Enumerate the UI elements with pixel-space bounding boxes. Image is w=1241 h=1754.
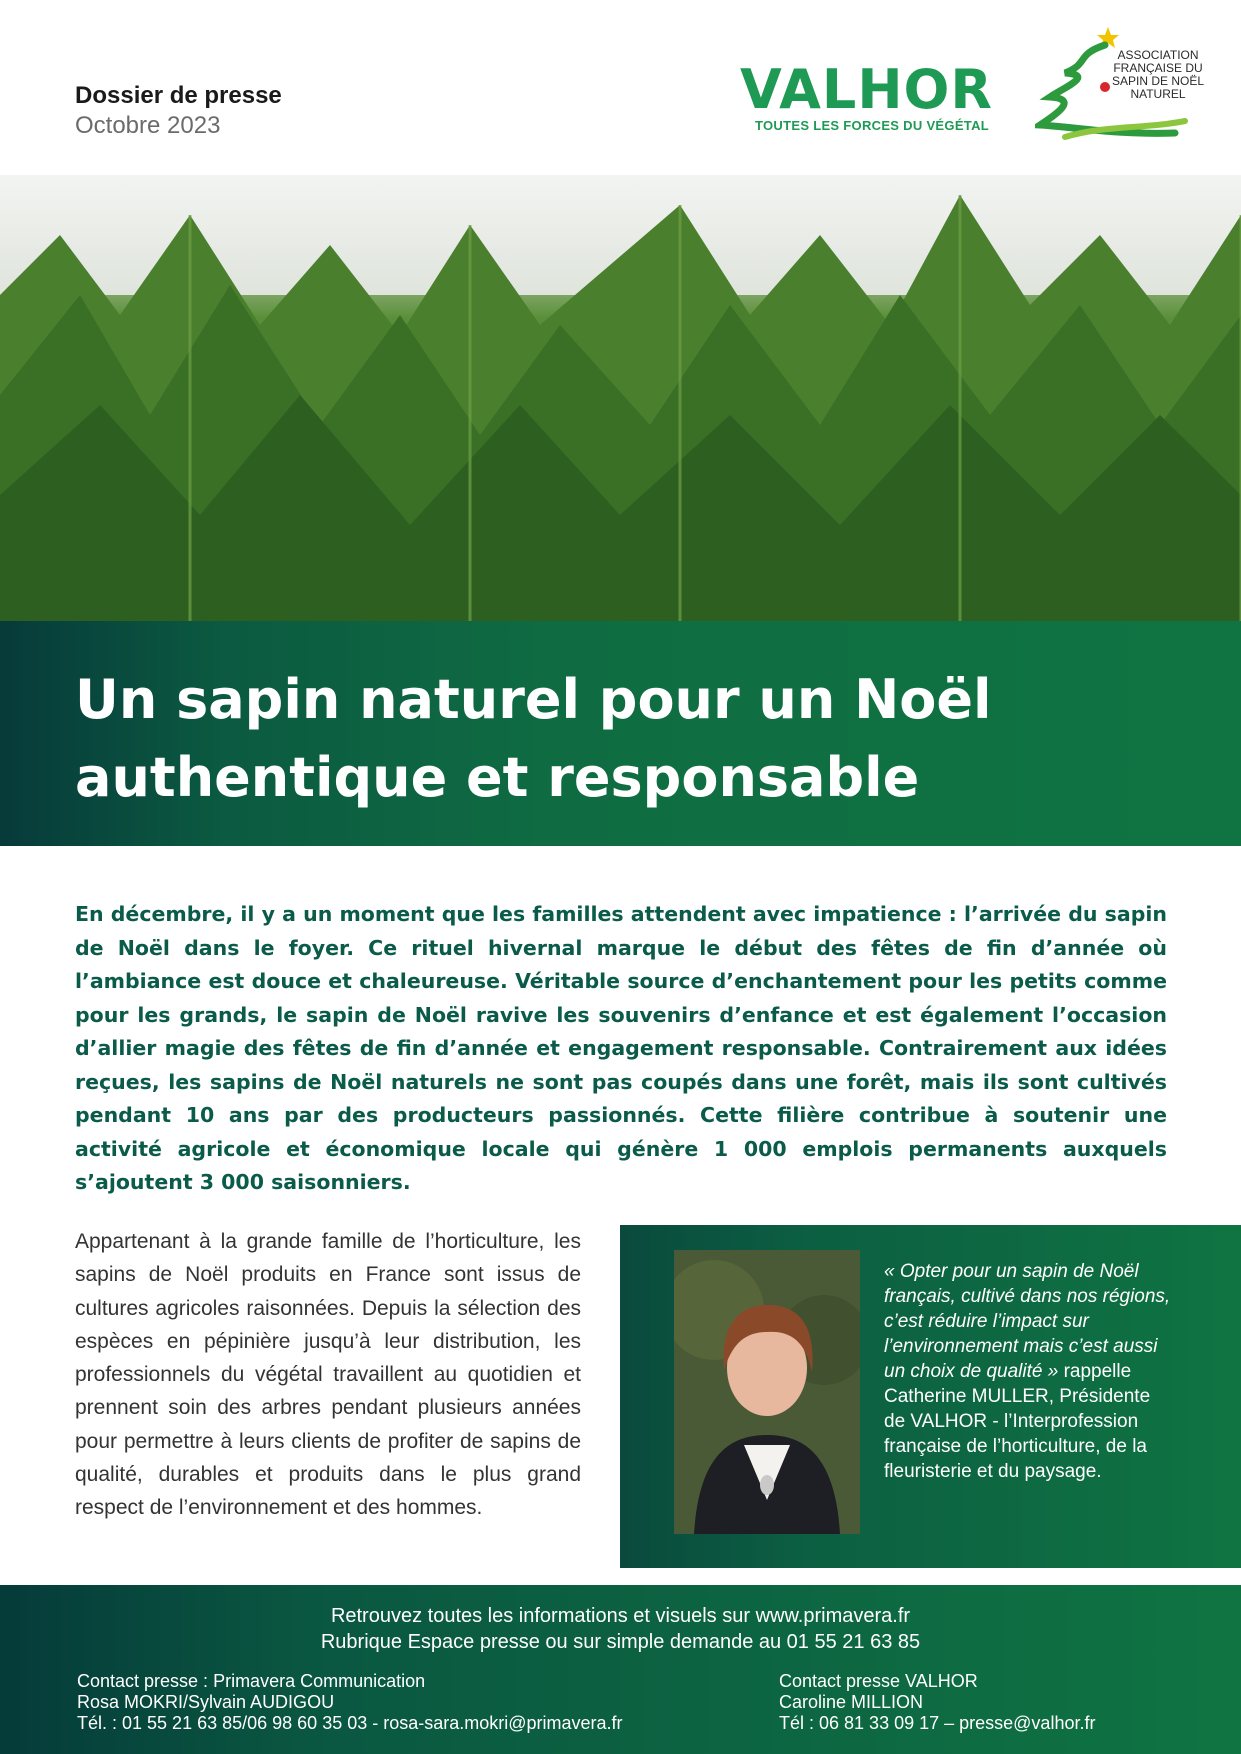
valhor-logo-tagline: TOUTES LES FORCES DU VÉGÉTAL (755, 118, 989, 133)
afsnn-logo (1035, 25, 1205, 155)
hero-photo-fir-plantation (0, 175, 1241, 621)
person-portrait-icon (674, 1250, 860, 1534)
portrait-photo (674, 1250, 860, 1534)
page-header (0, 0, 1241, 175)
contact-right-line-3: Tél : 06 81 33 09 17 – presse@valhor.fr (779, 1713, 1096, 1733)
press-contact-primavera (77, 1671, 623, 1734)
lead-paragraph: En décembre, il y a un moment que les familles attendent avec impatience : l’arrivée du sapin de Noël dans le foyer. Ce rituel hivernal marque le début des fêtes de fin d’année où l’ambiance est douce et chaleureuse. Véritable source d’enchantement pour les petits comme pour les grands, le sapin de Noël ravive les souvenirs d’enfance et est également l’occasion d’allier magie des fêtes de fin d’année et engagement responsable. Contrairement aux idées reçues, les sapins de Noël naturels ne sont pas coupés dans une forêt, mais ils sont cultivés pendant 10 ans par des producteurs passionnés. Cette filière contribue à soutenir une activité agricole et économique locale qui génère 1 000 emplois permanents auxquels s’ajoutent 3 000 saisonniers. (75, 902, 1167, 1194)
contact-left-line-2: Rosa MOKRI/Sylvain AUDIGOU (77, 1692, 335, 1712)
fir-trees-photo-icon (0, 175, 1241, 621)
contact-left-line-1: Contact presse : Primavera Communication (77, 1671, 426, 1691)
page-title: Un sapin naturel pour un Noël authentique et responsable (75, 668, 992, 809)
afsnn-logo-text: ASSOCIATION FRANÇAISE DU SAPIN DE NOËL NATUREL (1111, 48, 1205, 101)
document-type: Dossier de presse (75, 82, 282, 109)
quote-attribution: rappelle Catherine MULLER, Présidente de VALHOR - l’Interprofession française de l’horticulture, de la fleuristerie et du paysage. (884, 1361, 1151, 1482)
contact-right-line-1: Contact presse VALHOR (779, 1671, 978, 1691)
title-band (0, 621, 1241, 846)
contact-left-line-3: Tél. : 01 55 21 63 85/06 98 60 35 03 - rosa-sara.mokri@primavera.fr (77, 1713, 623, 1733)
press-contact-valhor (779, 1671, 1095, 1734)
page-footer (0, 1585, 1241, 1754)
contact-right-line-2: Caroline MILLION (779, 1692, 924, 1712)
footer-info (0, 1603, 1241, 1655)
footer-info-line-2: Rubrique Espace presse ou sur simple demande au 01 55 21 63 85 (320, 1631, 921, 1653)
footer-info-line-1: Retrouvez toutes les informations et visuels sur www.primavera.fr (330, 1605, 911, 1627)
body-paragraph: Appartenant à la grande famille de l’horticulture, les sapins de Noël produits en France sont issus de cultures agricoles raisonnées. Depuis la sélection des espèces en pépinière jusqu’à leur distribution, les professionnels du végétal travaillent au quotidien et prennent soin des arbres pendant plusieurs années pour permettre à leurs clients de profiter de sapins de qualité, durables et produits dans le plus grand respect de l’environnement et des hommes. (75, 1230, 581, 1520)
valhor-logo-word: VALHOR (740, 58, 994, 121)
quote-citation: « Opter pour un sapin de Noël français, cultivé dans nos régions, c’est réduire l’impact sur l’environnement mais c’est aussi un choix de qualité » (884, 1261, 1171, 1382)
valhor-logo (740, 58, 1000, 138)
document-date: Octobre 2023 (75, 112, 221, 139)
quote-text (884, 1259, 1174, 1484)
quote-box (620, 1225, 1241, 1568)
